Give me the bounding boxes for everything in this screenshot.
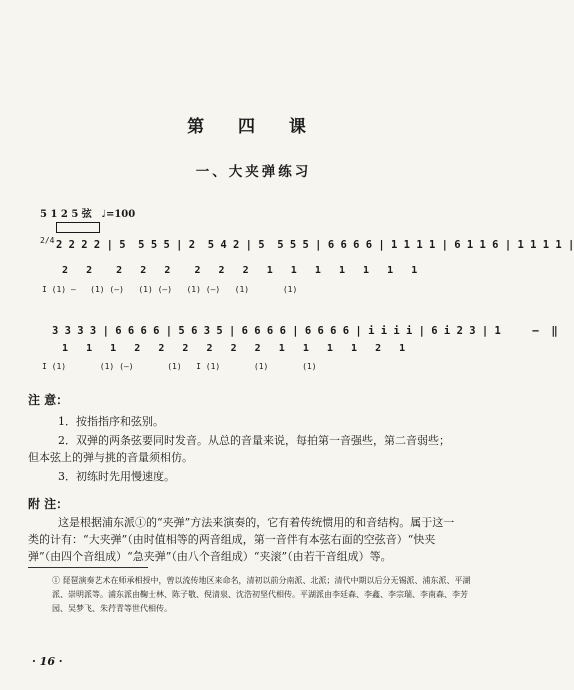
staff-bracket (56, 222, 100, 233)
page-number: · 16 · (32, 655, 63, 668)
note-item-2: 2．双弹的两条弦要同时发音。从总的音量来说，每拍第一音强些，第二音弱些；但本弦上的弹与挑的音量须相仿。 (28, 434, 450, 465)
time-signature: 2/4 (40, 236, 55, 245)
score-line-1-notes: 2 2 2 2 | 5 5 5 5 | 2 5 4 2 | 5 5 5 5 | 6 6 6 6 | 1 1 1 1 | 6 1 1 6 | 1 1 1 1 | (56, 239, 574, 251)
section-title: 一、大夹弹练习 (195, 164, 312, 180)
score-line-1-lower: 2 2 2 2 2 2 2 2 1 1 1 1 1 1 1 (62, 265, 418, 276)
score-line-2-marks: I (1) (1) (–) (1) I (1) (1) (1) (42, 362, 317, 371)
lesson-title: 第 四 课 (187, 117, 320, 137)
note-item-1: 1．按指指序和弦别。 (58, 415, 164, 428)
note-item-3: 3．初练时先用慢速度。 (58, 470, 175, 483)
score-line-2-lower: 1 1 1 2 2 2 2 2 2 1 1 1 1 2 1 (62, 343, 406, 354)
footnote: ① 琵琶演奏艺术在师承相授中，曾以流传地区来命名，清初以前分南派、北派；清代中期以后分无锡派、浦东派、平湖派、崇明派等。浦东派由鞠士林、陈子敬、倪清泉、沈浩初坚代相传。平湖派由李廷森、李鑫、李宗瑞、李南森、李芳园、吴梦飞、朱荇青等世代相传。 (52, 576, 471, 613)
appendix-heading: 附 注： (28, 497, 69, 511)
tuning-line (40, 205, 135, 220)
appendix-text: 这是根据浦东派①的“夹弹”方法来演奏的，它有着传统惯用的和音结构。属于这一类的计有：“大夹弹”（由时值相等的两音组成，第一音伴有本弦右面的空弦音）“快夹弹”（由四个音组成）“急夹弹”（由八个音组成）“夹滚”（由若干音组成）等。 (28, 516, 455, 564)
footnote-divider (28, 567, 148, 568)
score-line-2-notes: 3 3 3 3 | 6 6 6 6 | 5 6 3 5 | 6 6 6 6 | 6 6 6 6 | i i i i | 6 i 2 3 | 1 – ‖ (52, 325, 558, 337)
tempo-marking: ♩=100 (101, 209, 136, 220)
score-line-1-marks: I (1) – (1) (–) (1) (–) (1) (–) (1) (1) (42, 285, 298, 294)
tuning-label: 5 1 2 5 弦 (40, 209, 92, 220)
notes-heading: 注 意： (28, 393, 69, 407)
